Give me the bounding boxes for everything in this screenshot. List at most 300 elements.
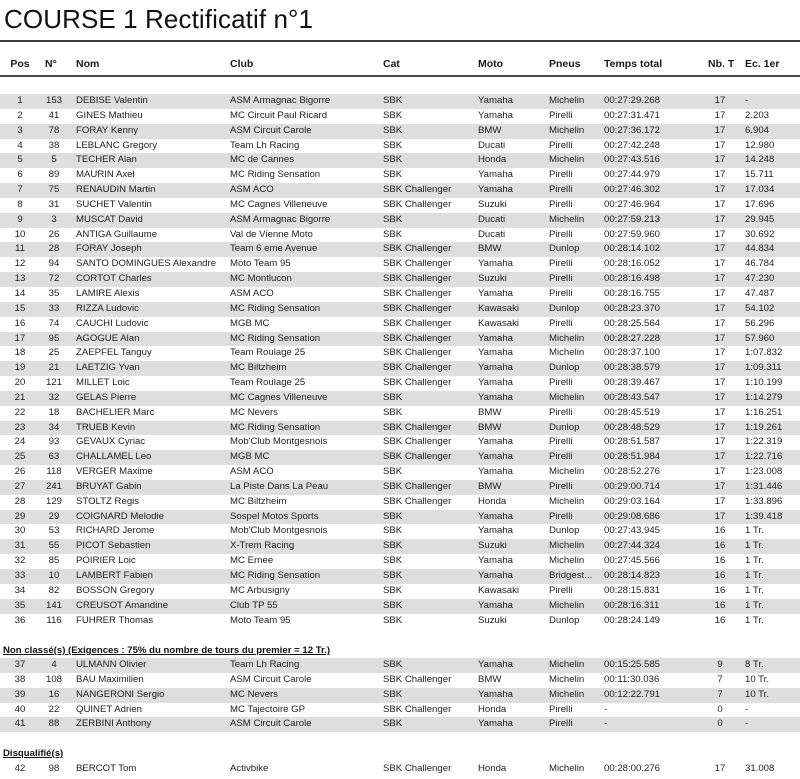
cell-number: 153 <box>45 95 62 106</box>
cell-category: SBK <box>383 169 403 181</box>
cell-gap: 1 Tr. <box>745 599 764 611</box>
cell-bike: Yamaha <box>478 570 514 581</box>
cell-total-time: - <box>604 718 608 730</box>
cell-gap: 15.711 <box>745 169 774 181</box>
cell-pos: 10 <box>14 228 26 240</box>
cell-tyres: Michelin <box>549 540 585 552</box>
cell-category: SBK <box>383 391 403 403</box>
cell-total-time: 00:28:27.228 <box>604 332 661 344</box>
cell-total-time: 00:27:46.964 <box>604 198 661 210</box>
cell-club: Moto Team 95 <box>230 614 291 626</box>
non-classified-label: Non classé(s) (Exigences : 75% du nombre de tours du premier = 12 Tr.) <box>3 645 331 656</box>
cell-name: GEVAUX Cyriac <box>76 436 146 448</box>
cell-gap: 1 Tr. <box>745 555 764 567</box>
cell-bike: Yamaha <box>478 347 514 359</box>
cell-gap: 1:07.832 <box>745 347 783 359</box>
cell-laps: 17 <box>714 169 726 181</box>
cell-category: SBK <box>383 659 403 670</box>
cell-tyres: Pirelli <box>549 451 573 463</box>
table-row <box>0 183 800 198</box>
cell-laps: 17 <box>714 139 726 151</box>
cell-tyres: Pirelli <box>549 109 573 121</box>
table-row <box>0 688 800 703</box>
disqualified-results <box>0 762 800 777</box>
cell-gap: - <box>745 95 749 106</box>
cell-gap: 8 Tr. <box>745 659 764 670</box>
table-row <box>0 584 800 599</box>
table-row <box>0 109 800 124</box>
cell-bike: Yamaha <box>478 169 514 181</box>
table-row <box>0 213 800 228</box>
cell-gap: 47.230 <box>745 273 775 285</box>
cell-name: ZAEPFEL Tanguy <box>76 347 152 359</box>
cell-laps: 17 <box>714 258 726 270</box>
cell-pos: 37 <box>14 659 26 670</box>
cell-laps: 16 <box>714 614 726 626</box>
header-number: N° <box>45 58 57 70</box>
cell-bike: BMW <box>478 673 502 685</box>
cell-pos: 33 <box>14 570 26 581</box>
header-total-time: Temps total <box>604 58 663 70</box>
cell-club: MC Cagnes Villeneuve <box>230 198 328 210</box>
cell-bike: Suzuki <box>478 273 507 285</box>
cell-name: RICHARD Jerome <box>76 525 155 537</box>
cell-tyres: Michelin <box>549 466 585 478</box>
cell-bike: Suzuki <box>478 614 507 626</box>
cell-bike: BMW <box>478 480 502 492</box>
cell-category: SBK <box>383 109 403 121</box>
cell-pos: 42 <box>14 763 26 774</box>
cell-laps: 16 <box>714 555 726 567</box>
cell-tyres: Michelin <box>549 688 585 700</box>
cell-laps: 16 <box>714 599 726 611</box>
cell-category: SBK <box>383 599 403 611</box>
cell-bike: Suzuki <box>478 540 507 552</box>
cell-tyres: Michelin <box>549 555 585 567</box>
cell-laps: 17 <box>714 332 726 344</box>
cell-category: SBK Challenger <box>383 495 452 507</box>
cell-laps: 17 <box>714 273 726 285</box>
cell-number: 141 <box>45 599 62 611</box>
cell-gap: 1:39.418 <box>745 510 783 522</box>
cell-number: 95 <box>48 332 60 344</box>
cell-number: 93 <box>48 436 60 448</box>
table-row <box>0 332 800 347</box>
cell-club: MGB MC <box>230 451 270 463</box>
cell-total-time: 00:28:51.984 <box>604 451 661 463</box>
cell-category: SBK Challenger <box>383 763 452 774</box>
cell-club: MC Nevers <box>230 406 278 418</box>
cell-club: Club TP 55 <box>230 599 278 611</box>
cell-laps: 17 <box>714 213 726 225</box>
cell-tyres: Michelin <box>549 659 585 670</box>
cell-category: SBK Challenger <box>383 421 452 433</box>
cell-laps: 16 <box>714 570 726 581</box>
cell-tyres: Pirelli <box>549 436 573 448</box>
cell-club: MGB MC <box>230 317 270 329</box>
cell-number: 94 <box>48 258 60 270</box>
cell-pos: 22 <box>14 406 26 418</box>
cell-bike: BMW <box>478 124 502 136</box>
cell-laps: 17 <box>714 495 726 507</box>
cell-laps: 17 <box>714 198 726 210</box>
cell-pos: 31 <box>14 540 26 552</box>
table-row <box>0 673 800 688</box>
cell-name: DEBISE Valentin <box>76 95 148 106</box>
cell-bike: Yamaha <box>478 466 514 478</box>
cell-pos: 41 <box>14 718 26 730</box>
cell-tyres: Pirelli <box>549 139 573 151</box>
cell-laps: 16 <box>714 540 726 552</box>
cell-club: MC Tajectoire GP <box>230 703 305 715</box>
cell-tyres: Dunlop <box>549 525 580 537</box>
cell-name: SANTO DOMINGUES Alexandre <box>76 258 217 270</box>
table-row <box>0 361 800 376</box>
cell-category: SBK <box>383 540 403 552</box>
cell-pos: 26 <box>14 466 26 478</box>
cell-club: ASM Circuit Carole <box>230 718 312 730</box>
classified-results <box>0 94 800 628</box>
cell-number: 21 <box>48 362 60 374</box>
cell-club: ASM ACO <box>230 184 274 196</box>
header-tyres: Pneus <box>549 58 581 70</box>
cell-number: 33 <box>48 302 60 314</box>
cell-club: ASM ACO <box>230 287 274 299</box>
cell-bike: Suzuki <box>478 198 507 210</box>
cell-total-time: 00:27:36.172 <box>604 124 661 136</box>
cell-gap: 30.692 <box>745 228 775 240</box>
cell-name: MAURIN Axel <box>76 169 135 181</box>
cell-bike: Yamaha <box>478 184 514 196</box>
cell-number: 10 <box>48 570 60 581</box>
cell-bike: Yamaha <box>478 599 514 611</box>
cell-tyres: Michelin <box>549 332 585 344</box>
cell-club: MC Riding Sensation <box>230 169 321 181</box>
cell-tyres: Dunlop <box>549 421 580 433</box>
cell-laps: 17 <box>714 347 726 359</box>
cell-name: FORAY Joseph <box>76 243 142 255</box>
cell-pos: 8 <box>17 198 23 210</box>
cell-bike: Kawasaki <box>478 317 520 329</box>
cell-total-time: 00:27:43.516 <box>604 154 661 166</box>
cell-name: LAMBERT Fabien <box>76 570 153 581</box>
cell-pos: 32 <box>14 555 26 567</box>
cell-club: MC Nevers <box>230 688 278 700</box>
cell-gap: 1:09.311 <box>745 362 782 374</box>
cell-tyres: Michelin <box>549 763 585 774</box>
cell-club: MC Riding Sensation <box>230 302 321 314</box>
table-row <box>0 554 800 569</box>
cell-pos: 12 <box>14 258 26 270</box>
cell-number: 63 <box>48 451 60 463</box>
cell-gap: 1:19.261 <box>745 421 783 433</box>
cell-bike: Yamaha <box>478 451 514 463</box>
table-row <box>0 421 800 436</box>
cell-total-time: 00:28:48.529 <box>604 421 661 433</box>
cell-name: CAUCHI Ludovic <box>76 317 149 329</box>
cell-category: SBK <box>383 718 403 730</box>
cell-pos: 20 <box>14 377 26 389</box>
cell-tyres: Michelin <box>549 599 585 611</box>
table-row <box>0 272 800 287</box>
cell-number: 34 <box>48 421 60 433</box>
cell-pos: 36 <box>14 614 26 626</box>
cell-gap: 1 Tr. <box>745 614 764 626</box>
cell-total-time: 00:27:42.248 <box>604 139 661 151</box>
table-row <box>0 406 800 421</box>
cell-laps: 17 <box>714 317 726 329</box>
cell-tyres: Pirelli <box>549 718 573 730</box>
cell-pos: 13 <box>14 273 26 285</box>
cell-name: TECHER Alan <box>76 154 137 166</box>
cell-pos: 28 <box>14 495 26 507</box>
cell-tyres: Pirelli <box>549 273 573 285</box>
cell-laps: 17 <box>714 391 726 403</box>
cell-gap: 1:10.199 <box>745 377 783 389</box>
cell-name: LAETZIG Yvan <box>76 362 140 374</box>
cell-number: 85 <box>48 555 60 567</box>
cell-pos: 2 <box>17 109 23 121</box>
cell-laps: 16 <box>714 584 726 596</box>
cell-category: SBK Challenger <box>383 673 452 685</box>
cell-laps: 17 <box>714 184 726 196</box>
cell-bike: Yamaha <box>478 95 514 106</box>
cell-category: SBK Challenger <box>383 198 452 210</box>
cell-tyres: Pirelli <box>549 198 573 210</box>
cell-number: 118 <box>46 466 62 478</box>
cell-number: 28 <box>48 243 60 255</box>
cell-laps: 0 <box>717 703 723 715</box>
cell-total-time: 00:27:44.979 <box>604 169 661 181</box>
cell-name: AGOGUE Alan <box>76 332 140 344</box>
table-row <box>0 435 800 450</box>
cell-tyres: Pirelli <box>549 480 573 492</box>
cell-laps: 17 <box>714 510 726 522</box>
table-row <box>0 510 800 525</box>
cell-number: 74 <box>48 317 60 329</box>
cell-gap: 1:33.896 <box>745 495 783 507</box>
cell-name: MUSCAT David <box>76 213 143 225</box>
cell-bike: Yamaha <box>478 258 514 270</box>
cell-laps: 17 <box>714 287 726 299</box>
cell-name: RENAUDIN Martin <box>76 184 156 196</box>
table-row <box>0 302 800 317</box>
cell-pos: 30 <box>14 525 26 537</box>
cell-gap: 1:22.319 <box>745 436 783 448</box>
cell-tyres: Pirelli <box>549 258 573 270</box>
cell-gap: 29.945 <box>745 213 775 225</box>
cell-name: ULMANN Olivier <box>76 659 147 670</box>
cell-laps: 17 <box>714 480 726 492</box>
cell-tyres: Pirelli <box>549 377 573 389</box>
cell-total-time: 00:27:46.302 <box>604 184 661 196</box>
table-row <box>0 124 800 139</box>
cell-bike: Honda <box>478 495 507 507</box>
cell-tyres: Pirelli <box>549 228 573 240</box>
cell-club: ASM ACO <box>230 466 274 478</box>
cell-gap: 56.296 <box>745 317 775 329</box>
cell-name: BRUYAT Gabin <box>76 480 142 492</box>
cell-total-time: 00:28:45.519 <box>604 406 661 418</box>
cell-total-time: 00:28:24.149 <box>604 614 661 626</box>
table-row <box>0 139 800 154</box>
header-pos: Pos <box>10 58 30 70</box>
cell-bike: Kawasaki <box>478 584 520 596</box>
cell-pos: 19 <box>14 362 26 374</box>
cell-category: SBK Challenger <box>383 273 452 285</box>
cell-club: Activbike <box>230 763 269 774</box>
cell-bike: Honda <box>478 763 507 774</box>
cell-club: MC Biltzheim <box>230 362 287 374</box>
cell-number: 16 <box>48 688 60 700</box>
cell-number: 88 <box>48 718 60 730</box>
cell-club: La Piste Dans La Peau <box>230 480 329 492</box>
cell-tyres: Pirelli <box>549 406 573 418</box>
table-row <box>0 569 800 584</box>
cell-club: MC Cagnes Villeneuve <box>230 391 328 403</box>
cell-name: QUINET Adrien <box>76 703 142 715</box>
cell-club: Sospel Motos Sports <box>230 510 319 522</box>
cell-pos: 7 <box>17 184 23 196</box>
cell-laps: 17 <box>714 377 726 389</box>
cell-laps: 0 <box>717 718 723 730</box>
cell-category: SBK <box>383 139 403 151</box>
cell-bike: Ducati <box>478 139 506 151</box>
header-club: Club <box>230 58 254 70</box>
cell-name: NANGERONI Sergio <box>76 688 165 700</box>
cell-club: Team Lh Racing <box>230 139 300 151</box>
cell-gap: 54.102 <box>745 302 775 314</box>
cell-total-time: 00:27:29.268 <box>604 95 661 106</box>
cell-category: SBK <box>383 228 403 240</box>
cell-number: 35 <box>48 287 60 299</box>
cell-total-time: 00:27:59.213 <box>604 213 661 225</box>
cell-number: 25 <box>48 347 60 359</box>
cell-gap: - <box>745 703 749 715</box>
header-category: Cat <box>383 58 400 70</box>
cell-club: MC Riding Sensation <box>230 332 321 344</box>
cell-laps: 17 <box>714 451 726 463</box>
cell-bike: Kawasaki <box>478 302 520 314</box>
cell-category: SBK Challenger <box>383 317 452 329</box>
cell-name: CHALLAMEL Leo <box>76 451 152 463</box>
cell-club: Team 6 eme Avenue <box>230 243 318 255</box>
cell-gap: 1 Tr. <box>745 570 764 581</box>
cell-pos: 6 <box>17 169 23 181</box>
cell-name: CREUSOT Amandine <box>76 599 169 611</box>
cell-pos: 16 <box>14 317 26 329</box>
cell-bike: Yamaha <box>478 659 514 670</box>
cell-number: 121 <box>45 377 62 389</box>
cell-bike: Ducati <box>478 228 506 240</box>
cell-club: Val de Vienne Moto <box>230 228 313 240</box>
cell-total-time: 00:28:37.100 <box>604 347 661 359</box>
cell-tyres: Pirelli <box>549 703 573 715</box>
cell-pos: 1 <box>17 95 23 106</box>
table-row <box>0 465 800 480</box>
cell-total-time: 00:28:16.498 <box>604 273 661 285</box>
cell-laps: 17 <box>714 406 726 418</box>
cell-tyres: Michelin <box>549 391 585 403</box>
cell-category: SBK Challenger <box>383 377 452 389</box>
cell-tyres: Dunlop <box>549 243 580 255</box>
cell-pos: 34 <box>14 584 26 596</box>
cell-bike: Yamaha <box>478 377 514 389</box>
cell-total-time: 00:27:43.945 <box>604 525 661 537</box>
cell-name: PICOT Sebastien <box>76 540 151 552</box>
cell-laps: 17 <box>714 763 726 774</box>
table-row <box>0 495 800 510</box>
cell-total-time: 00:27:31.471 <box>604 109 661 121</box>
cell-gap: 1 Tr. <box>745 525 764 537</box>
cell-club: Mob'Club Montgesnois <box>230 525 328 537</box>
cell-category: SBK Challenger <box>383 347 452 359</box>
cell-name: ZERBINI Anthony <box>76 718 152 730</box>
cell-pos: 17 <box>14 332 26 344</box>
table-row <box>0 480 800 495</box>
cell-tyres: Michelin <box>549 154 585 166</box>
cell-gap: 6.904 <box>745 124 770 136</box>
cell-club: ASM Circuit Carole <box>230 673 312 685</box>
cell-number: 38 <box>48 139 60 151</box>
cell-pos: 27 <box>14 480 26 492</box>
cell-name: LAMIRE Alexis <box>76 287 140 299</box>
table-row <box>0 287 800 302</box>
cell-total-time: 00:27:44.324 <box>604 540 661 552</box>
cell-total-time: 00:29:03.164 <box>604 495 661 507</box>
cell-pos: 4 <box>17 139 23 151</box>
cell-name: SUCHET Valentin <box>76 198 152 210</box>
cell-laps: 17 <box>714 109 726 121</box>
cell-name: CORTOT Charles <box>76 273 152 285</box>
cell-club: MC Riding Sensation <box>230 421 321 433</box>
cell-category: SBK Challenger <box>383 184 452 196</box>
cell-number: 98 <box>48 763 60 774</box>
cell-laps: 17 <box>714 154 726 166</box>
cell-total-time: 00:28:39.467 <box>604 377 661 389</box>
cell-number: 241 <box>45 480 62 492</box>
cell-gap: 44.834 <box>745 243 775 255</box>
cell-laps: 16 <box>714 525 726 537</box>
cell-tyres: Dunlop <box>549 614 580 626</box>
cell-total-time: 00:27:45.566 <box>604 555 661 567</box>
table-row <box>0 391 800 406</box>
cell-pos: 5 <box>17 154 23 166</box>
cell-gap: 2.203 <box>745 109 770 121</box>
cell-category: SBK <box>383 555 403 567</box>
cell-gap: 46.784 <box>745 258 775 270</box>
cell-pos: 25 <box>14 451 26 463</box>
cell-bike: Honda <box>478 703 507 715</box>
cell-laps: 17 <box>714 302 726 314</box>
cell-club: Team Roulage 25 <box>230 377 306 389</box>
cell-laps: 17 <box>714 228 726 240</box>
cell-tyres: Michelin <box>549 95 585 106</box>
cell-category: SBK <box>383 688 403 700</box>
cell-category: SBK <box>383 406 403 418</box>
cell-number: 116 <box>46 614 62 626</box>
cell-number: 3 <box>51 213 57 225</box>
cell-club: Team Roulage 25 <box>230 347 306 359</box>
cell-total-time: 00:28:15.831 <box>604 584 661 596</box>
cell-total-time: 00:28:23.370 <box>604 302 661 314</box>
cell-laps: 17 <box>714 124 726 136</box>
table-row <box>0 717 800 732</box>
table-row <box>0 450 800 465</box>
cell-number: 129 <box>45 495 62 507</box>
table-row <box>0 198 800 213</box>
cell-total-time: 00:29:08.686 <box>604 510 661 522</box>
